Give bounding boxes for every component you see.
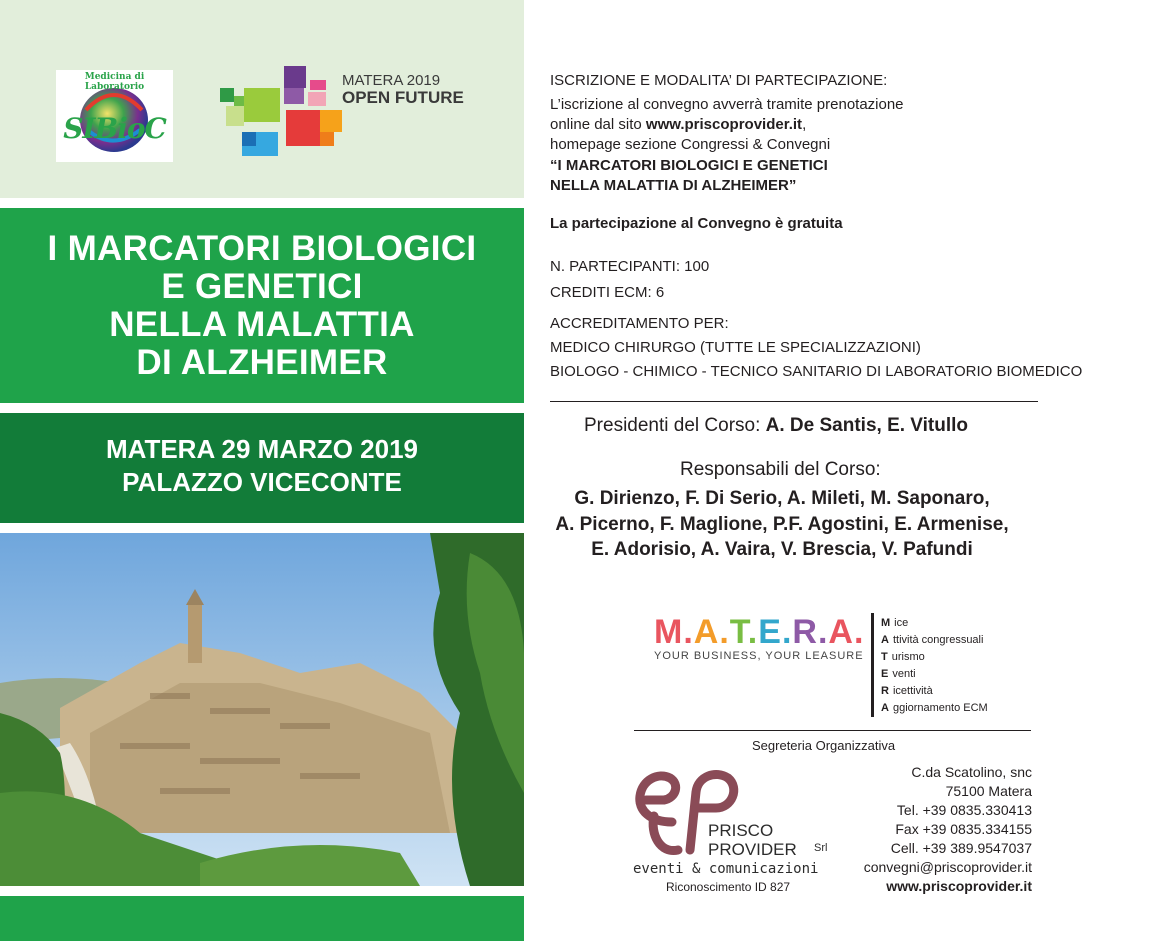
title-line: I MARCATORI BIOLOGICI bbox=[47, 229, 477, 268]
prisco-tagline: eventi & comunicazioni bbox=[633, 861, 819, 877]
date-venue-block bbox=[0, 413, 524, 523]
registration-website-link[interactable]: www.priscoprovider.it bbox=[645, 116, 803, 133]
acronym-item bbox=[881, 702, 988, 714]
open-future-text: OPEN FUTURE bbox=[342, 88, 464, 107]
registration-event-title: NELLA MALATTIA DI ALZHEIMER” bbox=[550, 177, 797, 194]
title-line: E GENETICI bbox=[161, 267, 363, 306]
course-presidents bbox=[584, 415, 968, 437]
acronym-letter: R bbox=[881, 685, 889, 697]
matera-acronym-logo bbox=[654, 614, 864, 662]
prisco-recognition-id: Riconoscimento ID 827 bbox=[666, 880, 791, 894]
divider bbox=[550, 401, 1038, 402]
organizer-website-link[interactable]: www.priscoprovider.it bbox=[886, 878, 1032, 894]
sibioc-arc-text: Medicina di Laboratorio bbox=[84, 72, 145, 92]
acronym-item bbox=[881, 634, 983, 646]
acronym-divider bbox=[871, 613, 874, 717]
acronym-glyph: E bbox=[758, 613, 782, 651]
free-participation-note: La partecipazione al Convegno è gratuita bbox=[550, 215, 843, 232]
acronym-item bbox=[881, 668, 916, 680]
registration-line: homepage sezione Congressi & Convegni bbox=[550, 136, 831, 153]
accreditation-item: BIOLOGO - CHIMICO - TECNICO SANITARIO DI LABORATORIO BIOMEDICO bbox=[550, 363, 1083, 380]
acronym-glyph: . bbox=[781, 613, 793, 651]
matera-sassi-photo bbox=[0, 533, 524, 886]
sibioc-wordmark: SIBioC bbox=[63, 112, 166, 145]
presidents-names: A. De Santis, E. Vitullo bbox=[765, 415, 969, 436]
acronym-letter: M bbox=[881, 617, 891, 629]
matera-2019-squares-icon bbox=[220, 66, 344, 156]
acronym-letter: T bbox=[881, 651, 888, 663]
left-column bbox=[0, 0, 524, 941]
matera-acronym-tagline: YOUR BUSINESS, YOUR LEASURE bbox=[654, 650, 864, 662]
event-title-block bbox=[0, 208, 524, 403]
registration-line: L’iscrizione al convegno avverrà tramite prenotazione bbox=[550, 96, 904, 113]
acronym-text: urismo bbox=[891, 651, 925, 663]
acronym-glyph: A bbox=[828, 613, 854, 651]
organizer-phone[interactable]: Tel. +39 0835.330413 bbox=[896, 802, 1032, 818]
event-date: MATERA 29 MARZO 2019 bbox=[105, 434, 419, 464]
acronym-text: ggiornamento ECM bbox=[892, 702, 988, 714]
logo-band bbox=[0, 0, 524, 198]
bottom-green-bar bbox=[0, 896, 524, 941]
acronym-glyph: . bbox=[747, 613, 759, 651]
divider bbox=[634, 730, 1031, 731]
organizer-city: 75100 Matera bbox=[945, 783, 1032, 799]
registration-line-prefix: online dal sito bbox=[550, 116, 646, 133]
managers-line: E. Adorisio, A. Vaira, V. Brescia, V. Pafundi bbox=[591, 539, 973, 560]
sibioc-logo bbox=[56, 70, 173, 162]
registration-heading: ISCRIZIONE E MODALITA’ DI PARTECIPAZIONE: bbox=[550, 72, 888, 89]
accreditation-item: MEDICO CHIRURGO (TUTTE LE SPECIALIZZAZIONI) bbox=[550, 339, 921, 356]
managers-label: Responsabili del Corso: bbox=[680, 459, 881, 480]
acronym-item bbox=[881, 651, 925, 663]
registration-event-title: “I MARCATORI BIOLOGICI E GENETICI bbox=[550, 157, 828, 174]
acronym-item bbox=[881, 685, 933, 697]
acronym-glyph: . bbox=[817, 613, 829, 651]
managers-line: A. Picerno, F. Maglione, P.F. Agostini, E. Armenise, bbox=[555, 514, 1009, 535]
organizer-email-link[interactable]: convegni@priscoprovider.it bbox=[863, 859, 1032, 875]
event-title bbox=[0, 230, 524, 382]
acronym-glyph: . bbox=[853, 613, 865, 651]
prisco-srl: Srl bbox=[814, 842, 828, 854]
accreditation-heading: ACCREDITAMENTO PER: bbox=[550, 315, 729, 332]
acronym-glyph: . bbox=[683, 613, 694, 651]
registration-site-line bbox=[550, 116, 806, 133]
acronym-text: ttività congressuali bbox=[892, 634, 984, 646]
acronym-text: icettività bbox=[892, 685, 933, 697]
managers-line: G. Dirienzo, F. Di Serio, A. Mileti, M. Saponaro, bbox=[574, 488, 990, 509]
organizer-fax: Fax +39 0835.334155 bbox=[895, 821, 1032, 837]
acronym-item bbox=[881, 617, 908, 629]
presidents-label: Presidenti del Corso: bbox=[584, 415, 766, 436]
acronym-glyph: T bbox=[729, 613, 748, 651]
acronym-glyph: . bbox=[719, 613, 730, 651]
acronym-glyph: M bbox=[654, 613, 684, 651]
organizer-address: C.da Scatolino, snc bbox=[911, 764, 1032, 780]
registration-line-suffix: , bbox=[802, 116, 807, 133]
acronym-text: ice bbox=[894, 617, 909, 629]
acronym-glyph: A bbox=[693, 613, 720, 651]
acronym-text: venti bbox=[892, 668, 916, 680]
prisco-provider-name bbox=[708, 821, 797, 859]
matera-2019-text: MATERA 2019 bbox=[342, 72, 441, 89]
title-line: NELLA MALATTIA bbox=[109, 305, 415, 344]
organizer-mobile[interactable]: Cell. +39 389.9547037 bbox=[890, 840, 1032, 856]
title-line: DI ALZHEIMER bbox=[136, 343, 388, 382]
acronym-letter: A bbox=[881, 702, 889, 714]
prisco-name-line: PROVIDER bbox=[708, 840, 797, 859]
matera-acronym-word bbox=[654, 614, 864, 650]
event-venue: PALAZZO VICECONTE bbox=[122, 467, 402, 497]
ecm-credits: CREDITI ECM: 6 bbox=[550, 284, 665, 301]
acronym-glyph: R bbox=[792, 613, 818, 651]
acronym-letter: A bbox=[881, 634, 889, 646]
prisco-name-line: PRISCO bbox=[708, 821, 774, 840]
participants-count: N. PARTECIPANTI: 100 bbox=[550, 258, 710, 275]
acronym-letter: E bbox=[881, 668, 889, 680]
organizer-heading: Segreteria Organizzativa bbox=[752, 738, 896, 753]
